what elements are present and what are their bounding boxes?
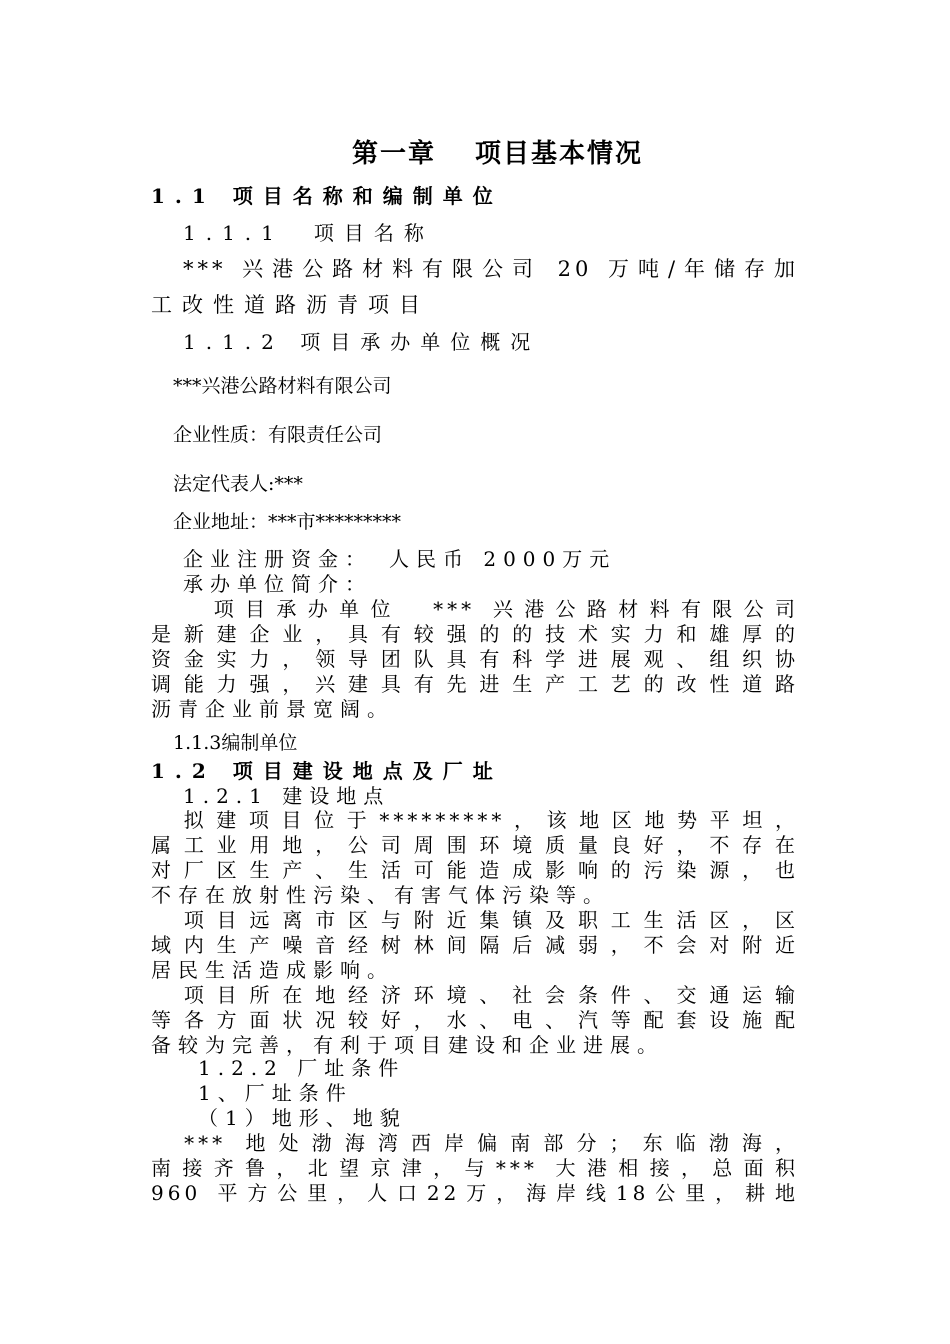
site-conditions-item: 1、厂址条件 (198, 1081, 353, 1105)
section-1-2-heading: 1.2 项目建设地点及厂址 (151, 759, 503, 783)
registered-capital: 企业注册资金： 人民币 2000万元 (183, 547, 617, 571)
company-name: ***兴港公路材料有限公司 (173, 375, 392, 397)
para-1-line-1: 拟建项目位于*********，该地区地势平坦， (151, 808, 799, 832)
para-2-line-1: 项目远离市区与附近集镇及职工生活区，区 (151, 908, 799, 932)
section-1-1-3-heading: 1.1.3编制单位 (173, 732, 298, 754)
intro-line-1: 项目承办单位 *** 兴港公路材料有限公司 (151, 597, 799, 621)
para-3-line-2: 等各方面状况较好，水、电、汽等配套设施配 (151, 1008, 799, 1032)
project-name-line-1: *** 兴港公路材料有限公司 20 万吨/年储存加 (183, 257, 799, 281)
intro-line-3: 资金实力，领导团队具有科学进展观、组织协 (151, 647, 799, 671)
para-4-line-1: *** 地处渤海湾西岸偏南部分；东临渤海， (151, 1131, 799, 1155)
terrain-item: （1）地形、地貌 (198, 1106, 407, 1130)
intro-line-2: 是新建企业，具有较强的的技术实力和雄厚的 (151, 622, 799, 646)
para-2-line-2: 域内生产噪音经树林间隔后减弱，不会对附近 (151, 933, 799, 957)
legal-representative: 法定代表人:*** (173, 473, 303, 495)
company-nature: 企业性质：有限责任公司 (173, 424, 383, 446)
para-3-line-3: 备较为完善，有利于项目建设和企业进展。 (151, 1033, 664, 1057)
intro-line-5: 沥青企业前景宽阔。 (151, 697, 394, 721)
section-1-1-heading: 1.1 项目名称和编制单位 (151, 184, 503, 208)
para-1-line-4: 不存在放射性污染、有害气体污染等。 (151, 883, 610, 907)
project-name-line-2: 工改性道路沥青项目 (151, 293, 430, 317)
intro-label: 承办单位简介： (183, 572, 372, 596)
section-1-1-2-heading: 1.1.2 项目承办单位概况 (183, 330, 541, 354)
para-3-line-1: 项目所在地经济环境、社会条件、交通运输 (151, 983, 799, 1007)
company-address: 企业地址：***市********* (173, 511, 402, 533)
para-4-line-2: 南接齐鲁，北望京津，与*** 大港相接，总面积 (151, 1156, 799, 1180)
para-4-line-3: 960 平方公里，人口22万，海岸线18公里，耕地 (151, 1181, 799, 1205)
intro-line-4: 调能力强，兴建具有先进生产工艺的改性道路 (151, 672, 799, 696)
section-1-2-2-heading: 1.2.2 厂址条件 (198, 1056, 406, 1080)
chapter-title: 第一章 项目基本情况 (352, 139, 644, 169)
para-1-line-3: 对厂区生产、生活可能造成影响的污染源，也 (151, 858, 799, 882)
section-1-2-1-heading: 1.2.1 建设地点 (183, 784, 391, 808)
para-2-line-3: 居民生活造成影响。 (151, 958, 394, 982)
section-1-1-1-heading: 1.1.1 项目名称 (183, 221, 434, 245)
para-1-line-2: 属工业用地，公司周围环境质量良好，不存在 (151, 833, 799, 857)
